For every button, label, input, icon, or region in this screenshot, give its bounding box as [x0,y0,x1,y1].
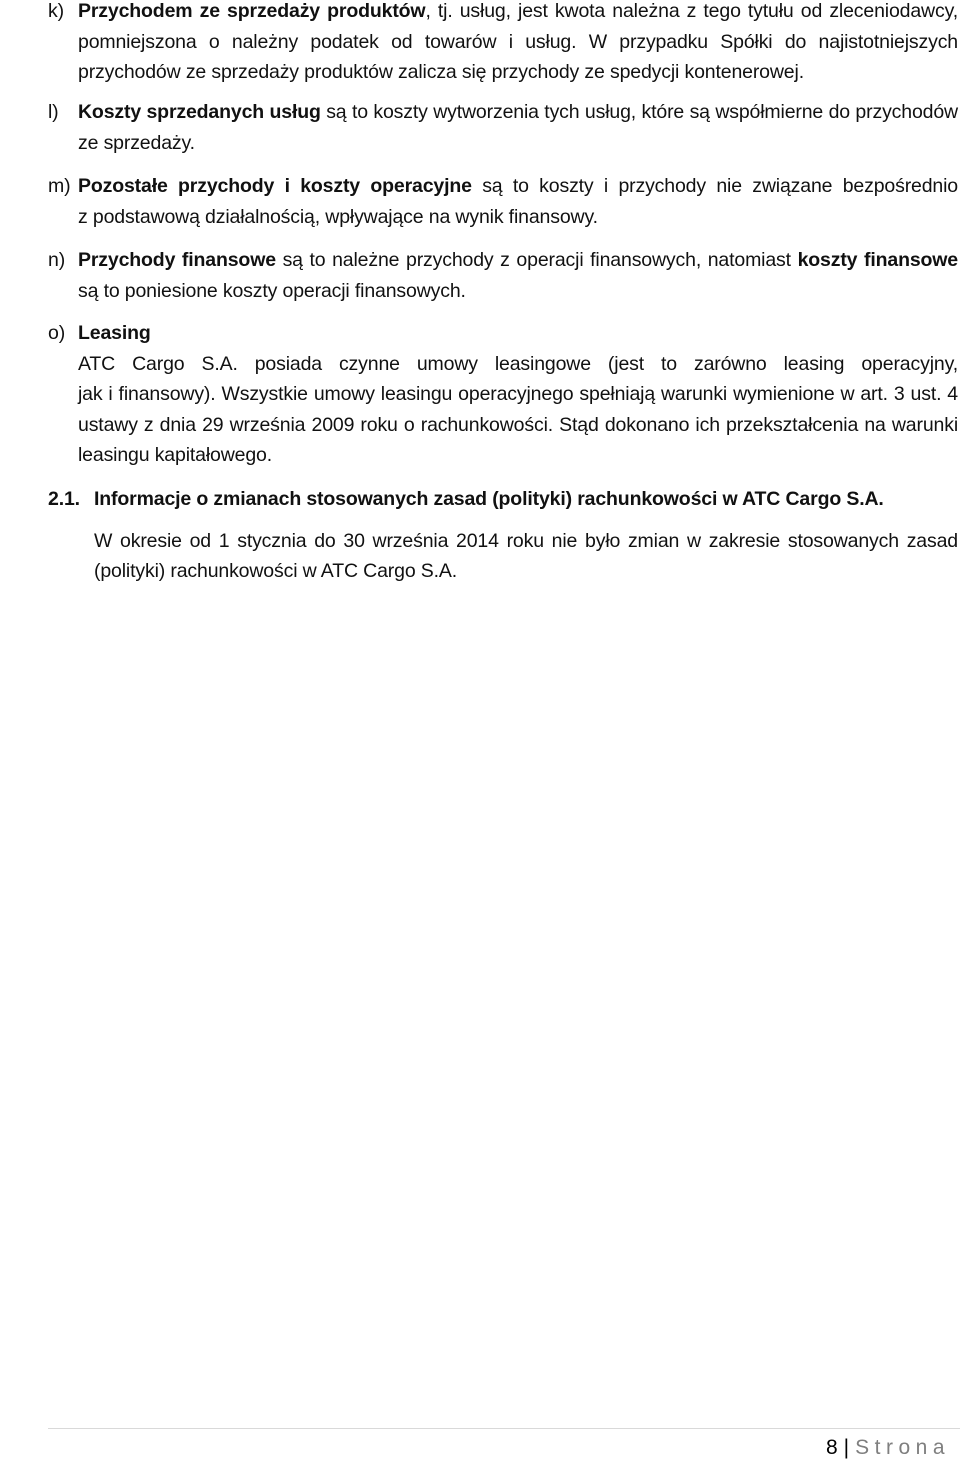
section-paragraph [94,526,958,586]
list-item-n [48,245,958,306]
list-item-k [48,0,958,88]
text-line: pomniejszona o należny podatek od towarów i usług. W przypadku Spółki do najistotniejszych [78,30,958,53]
text-line: Pozostałe przychody i koszty operacyjne są to koszty i przychody nie związane bezpośrednio [78,175,958,197]
text-line: W okresie od 1 stycznia do 30 września 2014 roku nie było zmian w zakresie stosowanych zasad [94,530,958,552]
term-bold: Przychodem ze sprzedaży produktów [78,0,426,22]
section-number: 2.1. [48,488,80,510]
text-line: Koszty sprzedanych usług są to koszty wytworzenia tych usług, które są współmierne do przychodów [78,101,958,123]
footer-separator: | [843,1436,850,1459]
list-item-body [78,0,958,88]
text-line: są to poniesione koszty operacji finansowych. [78,279,466,302]
list-item-o [48,318,958,471]
list-marker: m) [48,175,71,197]
text-line: Przychody finansowe są to należne przychody z operacji finansowych, natomiast koszty finansowe [78,249,958,271]
term-bold: Przychody finansowe [78,249,276,271]
list-item-body [78,318,958,471]
list-marker: l) [48,101,59,123]
list-item-m [48,171,958,232]
term-bold: Pozostałe przychody i koszty operacyjne [78,175,472,197]
text-line: (polityki) rachunkowości w ATC Cargo S.A. [94,560,458,582]
list-marker: k) [48,0,64,22]
list-marker: o) [48,322,66,344]
term-bold: Koszty sprzedanych usług [78,101,321,123]
term-bold: koszty finansowe [797,249,958,271]
list-item-body [78,171,958,232]
text-line: ustawy z dnia 29 września 2009 roku o rachunkowości. Stąd dokonano ich przekształcenia na warunki [78,413,958,436]
text-line: z podstawową działalnością, wpływające na wynik finansowy. [78,205,598,228]
page-number: 8 [825,1436,838,1459]
text-line: jak i finansowy). Wszystkie umowy leasingu operacyjnego spełniają warunki wymienione w art. 3 ust. 4 [78,383,958,405]
item-heading: Leasing [78,322,151,344]
list-item-l [48,97,958,158]
list-marker: n) [48,249,66,271]
section-2-1 [48,484,958,586]
text-line: Przychodem ze sprzedaży produktów, tj. usług, jest kwota należna z tego tytułu od zleceniodawcy, [78,0,959,22]
list-item-body [78,97,958,158]
list-item-body [78,245,958,306]
text-line: leasingu kapitałowego. [78,444,273,466]
section-title: Informacje o zmianach stosowanych zasad (polityki) rachunkowości w ATC Cargo S.A. [94,488,884,510]
text-line: ATC Cargo S.A. posiada czynne umowy leasingowe (jest to zarówno leasing operacyjny, [78,352,958,375]
page-footer [826,1434,950,1462]
footer-divider [48,1428,960,1429]
footer-page-label: Strona [855,1436,950,1459]
text-line: ze sprzedaży. [78,131,195,154]
text-line: przychodów ze sprzedaży produktów zalicza się przychody ze spedycji kontenerowej. [78,61,804,83]
